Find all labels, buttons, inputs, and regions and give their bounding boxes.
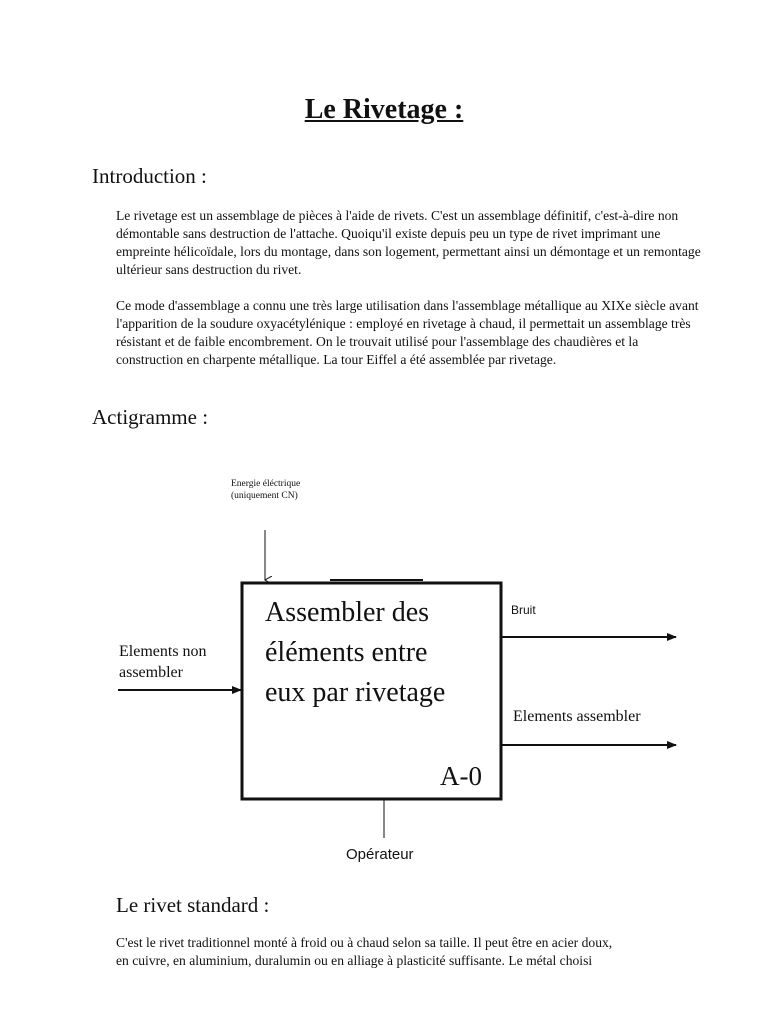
energy-label-line2: (uniquement CN) <box>231 491 298 501</box>
control-label: Opérateur <box>346 846 414 863</box>
function-text-line2: éléments entre <box>265 637 428 668</box>
introduction-paragraph-1: Le rivetage est un assemblage de pièces à l'aide de rivets. C'est un assemblage définitif, c'est-à-dire non démontable sans destruction de l'attache. Quoiqu'il existe depuis peu un type de rivet imprimant une empreinte hélicoïdale, lors du montage, dans son logement, permettant ainsi un démontage et un remontage ultérieur sans destruction du rivet. <box>116 208 701 277</box>
page-title: Le Rivetage : <box>304 94 464 125</box>
node-id: A-0 <box>440 761 482 791</box>
output1-label: Bruit <box>511 603 536 617</box>
rivet-standard-paragraph-line2: en cuivre, en aluminium, duralumin ou en alliage à plasticité suffisante. Le métal choisi <box>116 953 593 968</box>
input-label-line2: assembler <box>119 664 183 681</box>
rivet-standard-paragraph-line1: C'est le rivet traditionnel monté à froid ou à chaud selon sa taille. Il peut être en acier doux, <box>116 935 613 950</box>
introduction-heading: Introduction : <box>92 164 207 188</box>
function-text-line1: Assembler des <box>265 597 430 628</box>
introduction-paragraph-2: Ce mode d'assemblage a connu une très large utilisation dans l'assemblage métallique au XIXe siècle avant l'apparition de la soudure oxyacétylénique : employé en rivetage à chaud, il permettait un assemblage très résistant et de faible encombrement. On le trouvait utilisé pour l'assemblage des chaudières et la construction en charpente métallique. La tour Eiffel a été assemblée par rivetage. <box>116 298 699 367</box>
energy-label-line1: Energie éléctrique <box>231 479 301 489</box>
function-text-line3: eux par rivetage <box>265 677 446 708</box>
input-label-line1: Elements non <box>119 643 207 660</box>
actigramme-diagram <box>0 470 768 870</box>
rivet-standard-heading: Le rivet standard : <box>116 893 270 917</box>
output2-label: Elements assembler <box>513 708 641 725</box>
actigramme-heading: Actigramme : <box>92 405 209 429</box>
